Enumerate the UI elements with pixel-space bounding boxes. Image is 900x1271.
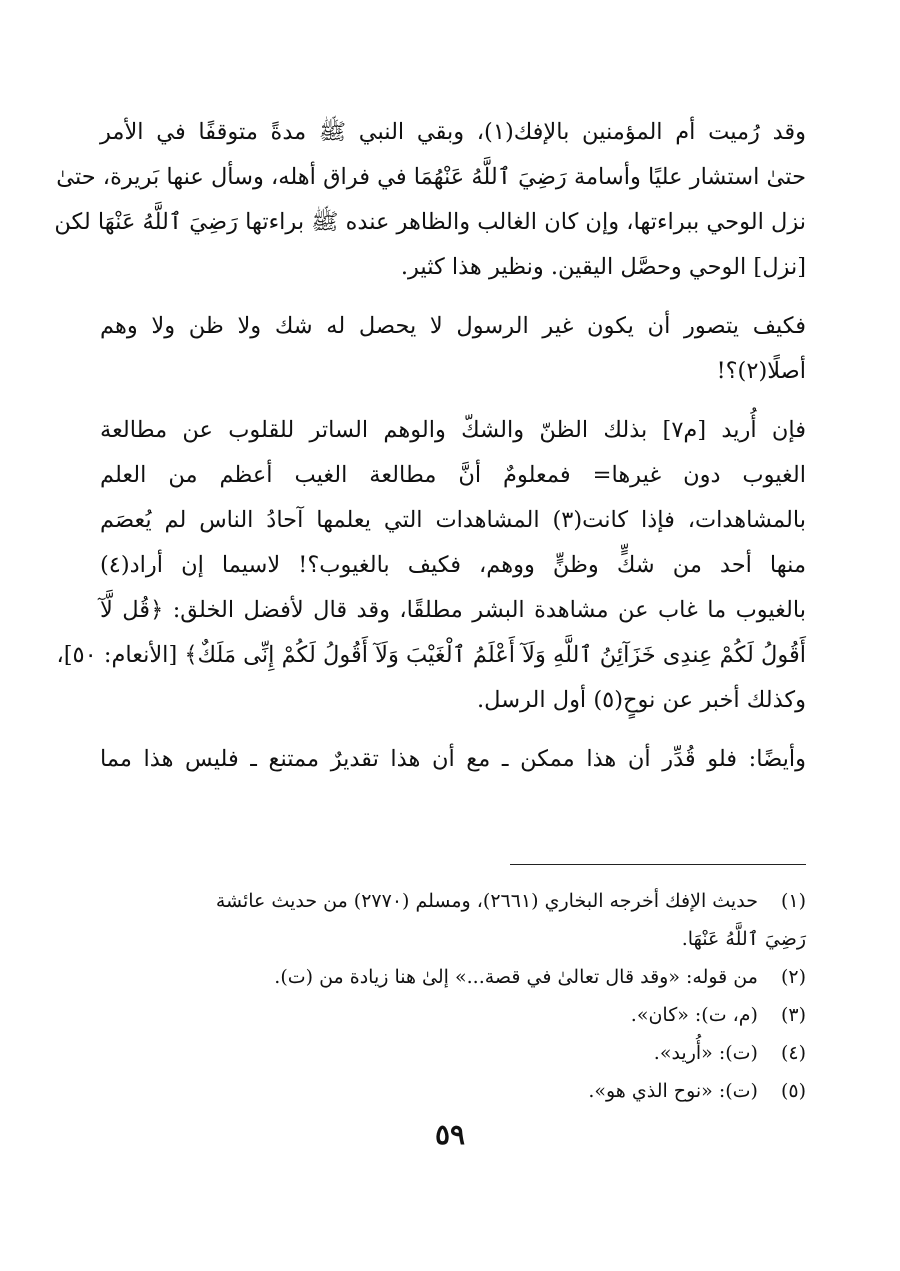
- text-line: وقد رُميت أم المؤمنين بالإفك(١)، وبقي النبي ﷺ مدةً متوقفًا في الأمر: [100, 119, 807, 145]
- footnote-number: (٥): [780, 1080, 806, 1102]
- footnote-text: (ت): «أُريد».: [653, 1042, 758, 1064]
- text-line: حتىٰ استشار عليًا وأسامة رَضِيَ ٱللَّهُ عَنْهُمَا في فراق أهله، وسأل عنها بَريرة، حتىٰ: [56, 164, 806, 190]
- footnote-separator: [510, 864, 806, 865]
- footnote-text: رَضِيَ ٱللَّهُ عَنْهَا.: [681, 928, 806, 950]
- footnote-2: [100, 958, 806, 996]
- paragraph-1: [54, 110, 807, 290]
- footnote-number: (١): [780, 890, 806, 912]
- text-line: وكذلك أخبر عن نوحٍ(٥) أول الرسل.: [477, 687, 806, 713]
- text-line: فإن أُريد [م٧] بذلك الظنّ والشكّ والوهم الساتر للقلوب عن مطالعة: [100, 417, 806, 443]
- paragraph-3: [56, 408, 806, 723]
- footnote-text: من قوله: «وقد قال تعالىٰ في قصة...» إلىٰ هنا زيادة من (ت).: [274, 966, 758, 988]
- text-line: وأيضًا: فلو قُدِّر أن هذا ممكن ـ مع أن هذا تقديرٌ ممتنع ـ فليس هذا مما: [100, 746, 806, 772]
- paragraph-4: [100, 737, 806, 782]
- footnote-3: [100, 996, 806, 1034]
- text-line: نزل الوحي ببراءتها، وإن كان الغالب والظاهر عنده ﷺ براءتها رَضِيَ ٱللَّهُ عَنْهَا لكن: [54, 209, 806, 235]
- footnote-5: [100, 1072, 806, 1110]
- footnote-1: [100, 882, 806, 920]
- page-number: ٥٩: [434, 1118, 466, 1151]
- paragraph-2: [100, 304, 806, 394]
- footnote-number: (٤): [780, 1042, 806, 1064]
- text-line: أصلًا(٢)؟!: [716, 358, 806, 384]
- main-text: [54, 110, 807, 782]
- footnote-text: (م، ت): «كان».: [630, 1004, 758, 1026]
- quran-verse-line: أَقُولُ لَكُمْ عِندِى خَزَآئِنُ ٱللَّهِ وَلَآ أَعْلَمُ ٱلْغَيْبَ وَلَآ أَقُولُ لَكُمْ إِنِّى مَلَكٌ﴾ [الأنعام: ٥٠]،: [56, 642, 806, 668]
- text-line: الغيوب دون غيرها= فمعلومٌ أنَّ مطالعة الغيب أعظم من العلم: [100, 462, 806, 488]
- text-line: فكيف يتصور أن يكون غير الرسول لا يحصل له شك ولا ظن ولا وهم: [100, 313, 806, 339]
- text-line: بالغيوب ما غاب عن مشاهدة البشر مطلقًا، وقد قال لأفضل الخلق: ﴿قُل لَّآ: [100, 597, 806, 623]
- footnote-text: (ت): «نوح الذي هو».: [588, 1080, 758, 1102]
- footnote-1-continuation: [100, 920, 806, 958]
- text-line: بالمشاهدات، فإذا كانت(٣) المشاهدات التي يعلمها آحادُ الناس لم يُعصَم: [100, 507, 806, 533]
- footnote-4: [100, 1034, 806, 1072]
- footnote-number: (٢): [780, 966, 806, 988]
- footnote-text: حديث الإفك أخرجه البخاري (٢٦٦١)، ومسلم (٢٧٧٠) من حديث عائشة: [215, 890, 758, 912]
- text-line: منها أحد من شكٍّ وظنٍّ ووهم، فكيف بالغيوب؟! لاسيما إن أراد(٤): [100, 552, 806, 578]
- footnote-number: (٣): [780, 1004, 806, 1026]
- footnotes: [100, 882, 806, 1110]
- text-line: [نزل] الوحي وحصَّل اليقين. ونظير هذا كثير.: [400, 254, 806, 280]
